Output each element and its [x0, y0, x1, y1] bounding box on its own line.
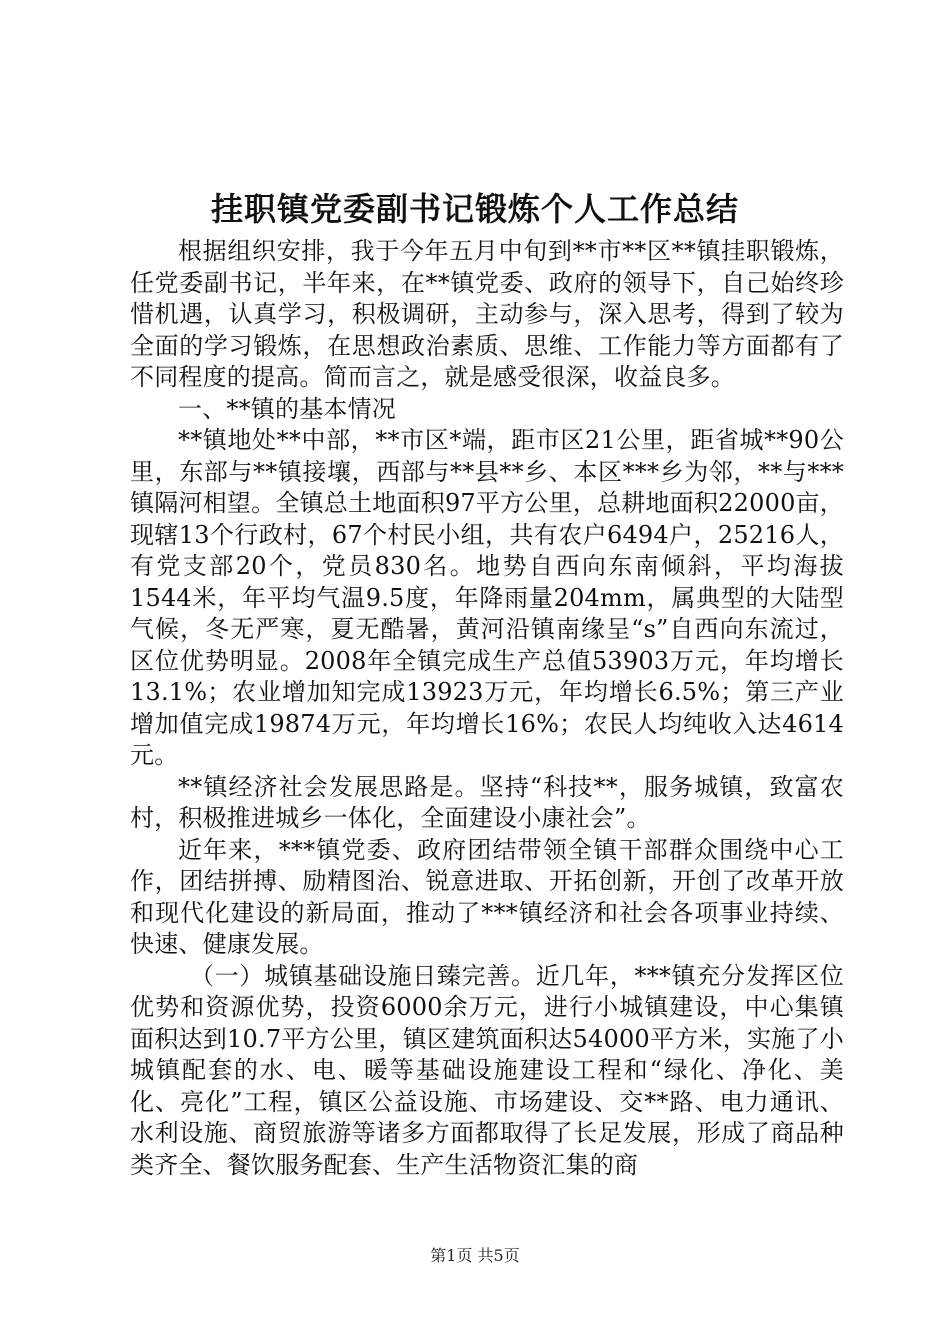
page-footer: 第1页 共5页 — [430, 1246, 520, 1265]
paragraph-town-overview: **镇地处**中部，**市区*端，距市区21公里，距省城**90公里，东部与**镇接壤，西部与**县**乡、本区***乡为邻，**与***镇隔河相望。全镇总土地面积97平方公里，总耕地面积22000亩，现辖13个行政村，67个村民小组，共有农户6494户，25216人，有党支部20个，党员830名。地势自西向东南倾斜，平均海拔1544米，年平均气温9.5度，年降雨量204mm，属典型的大陆型气候，冬无严寒，夏无酷暑，黄河沿镇南缘呈“s”自西向东流过，区位优势明显。2008年全镇完成生产总值53903万元，年均增长13.1%；农业增加知完成13923万元，年均增长6.5%；第三产业增加值完成19874万元，年均增长16%；农民人均纯收入达4614元。 — [130, 426, 844, 769]
paragraph-intro: 根据组织安排，我于今年五月中旬到**市**区**镇挂职锻炼，任党委副书记，半年来，在**镇党委、政府的领导下，自己始终珍惜机遇，认真学习，积极调研，主动参与，深入思考，得到了较为全面的学习锻炼，在思想政治素质、思维、工作能力等方面都有了不同程度的提高。简而言之，就是感受很深，收益良多。 — [130, 237, 844, 391]
paragraph-infrastructure: （一）城镇基础设施日臻完善。近几年，***镇充分发挥区位优势和资源优势，投资6000余万元，进行小城镇建设，中心集镇面积达到10.7平方公里，镇区建筑面积达54000平方米，实施了小城镇配套的水、电、暖等基础设施建设工程和“绿化、净化、美化、亮化”工程，镇区公益设施、市场建设、交**路、电力通讯、水利设施、商贸旅游等诸多方面都取得了长足发展，形成了商品种类齐全、餐饮服务配套、生产生活物资汇集的商 — [130, 961, 844, 1179]
paragraph-recent-years: 近年来，***镇党委、政府团结带领全镇干部群众围绕中心工作，团结拼搏、励精图治、锐意进取、开拓创新，开创了改革开放和现代化建设的新局面，推动了***镇经济和社会各项事业持续、快速、健康发展。 — [130, 835, 844, 958]
document-body — [130, 236, 844, 1181]
document-title: 挂职镇党委副书记锻炼个人工作总结 — [210, 190, 739, 228]
paragraph-development-idea: **镇经济社会发展思路是。坚持“科技**，服务城镇，致富农村，积极推进城乡一体化，全面建设小康社会”。 — [130, 772, 844, 832]
section-heading-basic-info: 一、**镇的基本情况 — [178, 394, 396, 423]
